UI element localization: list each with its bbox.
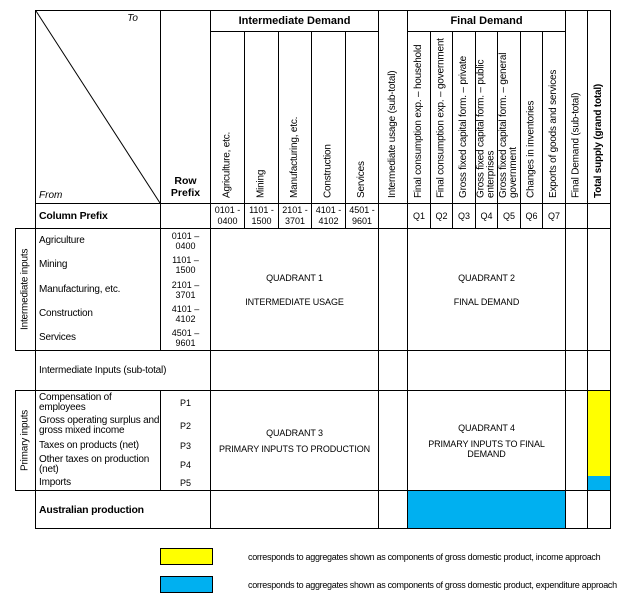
quadrant-3-title: QUADRANT 3 [266, 427, 323, 438]
quadrant-2-subtitle: FINAL DEMAND [453, 296, 520, 307]
column-prefix-services: 4501 - 9601 [346, 204, 379, 229]
empty-cell [379, 351, 408, 391]
column-prefix-agriculture: 0101 - 0400 [211, 204, 245, 229]
row-prefix-p2: P2 [179, 421, 191, 431]
column-prefix-header: Column Prefix [36, 204, 161, 229]
intermediate-row-labels [36, 229, 161, 351]
col-header-gfcf-general-government: Gross fixed capital form. – general government [498, 32, 521, 204]
column-prefix-q7: Q7 [543, 204, 566, 229]
col-header-agriculture: Agriculture, etc. [211, 32, 245, 204]
row-label-other-taxes: Other taxes on production (net) [39, 454, 150, 475]
empty-cell [379, 491, 408, 529]
col-header-changes-in-inventories: Changes in inventories [521, 32, 543, 204]
empty-cell [588, 351, 611, 391]
quadrant-1-title: QUADRANT 1 [266, 272, 323, 283]
column-prefix-q6: Q6 [521, 204, 543, 229]
quadrant-4-subtitle: PRIMARY INPUTS TO FINAL DEMAND [428, 438, 545, 459]
quadrant-2-title: QUADRANT 2 [458, 272, 515, 283]
intermediate-subtotal-label: Intermediate Inputs (sub-total) [36, 351, 211, 391]
column-prefix-q4: Q4 [476, 204, 498, 229]
col-header-manufacturing: Manufacturing, etc. [279, 32, 312, 204]
empty-cell [566, 351, 588, 391]
column-prefix-mining: 1101 - 1500 [245, 204, 279, 229]
empty-cell [379, 229, 408, 351]
row-prefix-p1: P1 [179, 397, 191, 408]
income-approach-highlight [588, 391, 610, 476]
quadrant-3-subtitle: PRIMARY INPUTS TO PRODUCTION [218, 443, 371, 454]
col-header-exports: Exports of goods and services [543, 32, 566, 204]
empty-cell [566, 229, 588, 351]
quadrant-4-cell [408, 391, 566, 491]
column-prefix-construction: 4101 - 4102 [312, 204, 346, 229]
col-header-final-demand-subtotal: Final Demand (sub-total) [566, 11, 588, 204]
intermediate-demand-band: Intermediate Demand [211, 11, 379, 32]
empty-cell [379, 391, 408, 491]
col-header-fce-household: Final consumption exp. – household [408, 32, 431, 204]
empty-cell [161, 204, 211, 229]
primary-inputs-side-label: Primary inputs [15, 390, 36, 491]
row-label-services: Services [39, 331, 76, 343]
empty-cell [379, 204, 408, 229]
expenditure-approach-highlight-final-demand [408, 491, 566, 529]
final-demand-band: Final Demand [408, 11, 566, 32]
legend-swatch-income [160, 548, 213, 565]
quadrant-2-cell [408, 229, 566, 351]
col-header-construction: Construction [312, 32, 346, 204]
legend-text-income: corresponds to aggregates shown as components of gross domestic product, income approach [248, 552, 601, 562]
legend-text-expenditure: corresponds to aggregates shown as components of gross domestic product, expenditure approach [248, 580, 617, 590]
total-supply-highlight-cell [588, 391, 611, 491]
column-prefix-manufacturing: 2101 - 3701 [279, 204, 312, 229]
row-label-imports: Imports [39, 477, 71, 488]
col-header-fce-government: Final consumption exp. – government [431, 32, 453, 204]
column-prefix-q3: Q3 [453, 204, 476, 229]
row-label-taxes-products: Taxes on products (net) [39, 440, 139, 451]
quadrant-4-title: QUADRANT 4 [458, 422, 515, 433]
primary-row-prefixes [161, 391, 211, 491]
col-header-gfcf-public-enterprises: Gross fixed capital form. – public enterprises [476, 32, 498, 204]
column-prefix-q1: Q1 [408, 204, 431, 229]
intermediate-row-prefixes [161, 229, 211, 351]
empty-cell [566, 391, 588, 491]
primary-row-labels [36, 391, 161, 491]
diagonal-divider-line [36, 11, 160, 203]
row-prefix-mining: 1101 – 1500 [172, 255, 199, 276]
empty-cell [566, 204, 588, 229]
row-label-manufacturing: Manufacturing, etc. [39, 283, 121, 295]
row-label-mining: Mining [39, 259, 68, 271]
row-prefix-agriculture: 0101 – 0400 [171, 231, 200, 252]
row-prefix-p4: P4 [179, 460, 191, 470]
empty-cell [588, 491, 611, 529]
australian-production-label: Australian production [36, 491, 211, 529]
row-prefix-p3: P3 [179, 441, 191, 451]
row-prefix-services: 4501 – 9601 [171, 327, 200, 348]
empty-cell [408, 351, 566, 391]
corner-to-label: To [127, 13, 138, 24]
expenditure-approach-highlight-imports [588, 476, 610, 490]
legend-swatch-expenditure [160, 576, 213, 593]
column-prefix-q2: Q2 [431, 204, 453, 229]
row-prefix-construction: 4101 – 4102 [171, 303, 200, 324]
row-label-gross-operating: Gross operating surplus and gross mixed income [39, 415, 160, 436]
quadrant-3-cell [211, 391, 379, 491]
column-prefix-q5: Q5 [498, 204, 521, 229]
empty-cell [588, 204, 611, 229]
quadrant-1-subtitle: INTERMEDIATE USAGE [245, 296, 344, 307]
empty-cell [588, 229, 611, 351]
row-label-agriculture: Agriculture [39, 235, 85, 247]
row-label-compensation: Compensation of employees [39, 391, 112, 413]
row-prefix-manufacturing: 2101 – 3701 [171, 279, 200, 300]
row-prefix-p5: P5 [179, 478, 191, 488]
col-header-services: Services [346, 32, 379, 204]
col-header-gfcf-private: Gross fixed capital form. – private [453, 32, 476, 204]
empty-cell [566, 491, 588, 529]
col-header-total-supply: Total supply (grand total) [588, 11, 611, 204]
row-prefix-header: Row Prefix [161, 11, 211, 204]
input-output-table [35, 10, 611, 529]
col-header-mining: Mining [245, 32, 279, 204]
col-header-intermediate-usage: Intermediate usage (sub-total) [379, 11, 408, 204]
row-label-construction: Construction [39, 307, 93, 319]
empty-cell [211, 351, 379, 391]
quadrant-1-cell [211, 229, 379, 351]
corner-cell [36, 11, 161, 204]
corner-from-label: From [39, 190, 63, 201]
empty-cell [211, 491, 379, 529]
intermediate-inputs-side-label: Intermediate inputs [15, 228, 36, 351]
